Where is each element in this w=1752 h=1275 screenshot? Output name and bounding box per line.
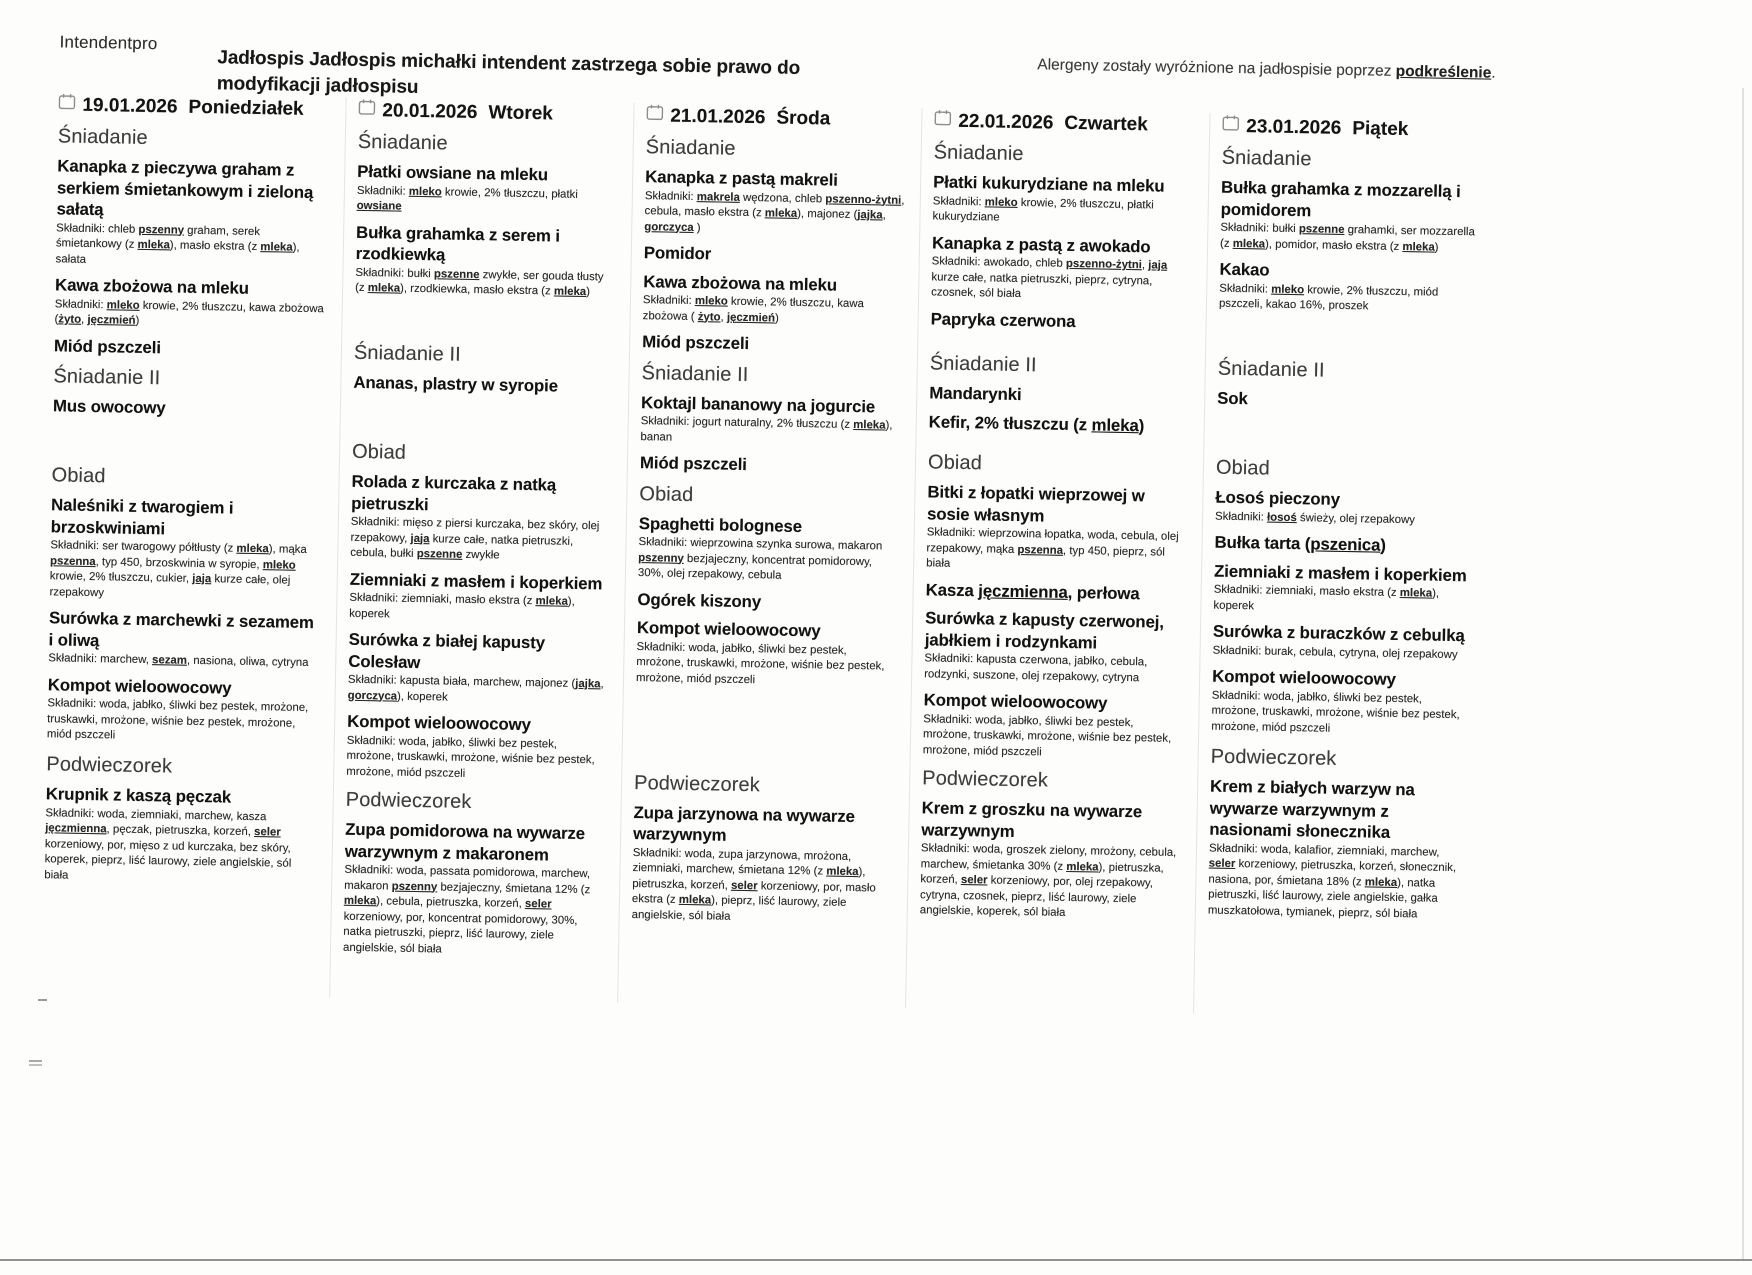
day-weekday: Piątek: [1352, 118, 1409, 141]
meal-title: Obiad: [927, 451, 983, 475]
day-meals: [1208, 147, 1482, 924]
calendar-icon: [646, 104, 663, 126]
dish-title: Bitki z łopatki wieprzowej w sosie własnym: [926, 482, 1145, 525]
dish-title: Kefir, 2% tłuszczu (z mleka): [928, 411, 1145, 435]
dish-title: Krem z groszku na wywarze warzywnym: [921, 798, 1143, 841]
meal-title: Podwieczorek: [633, 771, 761, 796]
dish-list: [346, 471, 612, 785]
meal-section: [353, 342, 615, 437]
meal-title: Śniadanie II: [1217, 357, 1325, 382]
dish-ingredients: Składniki: bułki pszenne zwykłe, ser gouda tłusty (z mleka), rzodkiewka, masło ekstra (z mleka): [355, 266, 604, 299]
dish-ingredients: Składniki: mleko krowie, 2% tłuszczu, płatki owsiane: [356, 184, 578, 213]
scan-artifact: [29, 1060, 42, 1062]
dish-ingredients: Składniki: woda, passata pomidorowa, marchew, makaron pszenny bezjajeczny, śmietana 12% (z mleka), cebula, pietruszka, korzeń, seler korzeniowy, por, koncentrat pomidorowy, 30%, natka pietruszki, pieprz, liść laurowy, ziele angielskie, sól biała: [342, 863, 591, 956]
day-weekday: Czwartek: [1064, 112, 1148, 136]
meal-section: [930, 141, 1194, 348]
dish-list: [54, 155, 330, 361]
dish: [930, 308, 1190, 334]
dish-title: Kompot wieloowocowy: [347, 711, 531, 735]
dish-ingredients: Składniki: kapusta biała, marchew, majonez (jajka, gorczyca), koperek: [347, 673, 604, 704]
calendar-icon: [358, 99, 375, 121]
dish-title: Kompot wieloowocowy: [47, 674, 232, 698]
day-header: [1222, 116, 1482, 143]
day-meals: [920, 141, 1194, 923]
days-grid: [42, 92, 1752, 1023]
dish-ingredients: Składniki: makrela wędzona, chleb pszenno-żytni, cebula, masło ekstra (z mleka), majonez (jajka, gorczyca ): [644, 189, 905, 234]
dish-title: Bułka grahamka z serem i rzodkiewką: [355, 222, 561, 265]
dish-ingredients: Składniki: ziemniaki, masło ekstra (z mleka), koperek: [1213, 583, 1440, 612]
brand-logo: Intendentpro: [59, 32, 158, 54]
dish-list: [1211, 487, 1476, 740]
dish-title: Surówka z białej kapusty Colesław: [348, 629, 546, 672]
dish: [926, 481, 1188, 576]
meal-title: Śniadanie II: [353, 341, 461, 366]
dish-title: Kanapka z pieczywa graham z serkiem śmietankowym i zieloną sałatą: [56, 156, 314, 220]
meal-section: [44, 753, 318, 888]
dish: [1213, 560, 1474, 618]
dish: [638, 513, 899, 587]
meal-title: Obiad: [51, 464, 106, 488]
dish: [644, 242, 904, 268]
dish: [349, 568, 610, 626]
dish-title: Płatki kukurydziane na mleku: [933, 172, 1165, 196]
dish-list: [640, 392, 901, 479]
scan-artifact: [38, 999, 47, 1001]
dish-title: Łosoś pieczony: [1215, 487, 1341, 509]
meal-title: Obiad: [639, 482, 694, 506]
dish-ingredients: Składniki: bułki pszenne grahamki, ser mozzarella (z mleka), pomidor, masło ekstra (z mleka): [1219, 221, 1475, 254]
meal-section: [1216, 358, 1478, 453]
dish-title: Surówka z kapusty czerwonej, jabłkiem i rodzynkami: [924, 608, 1165, 652]
dish-ingredients: Składniki: marchew, sezam, nasiona, oliwa, cytryna: [48, 652, 309, 670]
dish: [640, 452, 900, 478]
dish-title: Zupa pomidorowa na wywarze warzywnym z makaronem: [344, 819, 586, 864]
dish: [926, 579, 1186, 605]
dish-list: [44, 783, 318, 888]
dish-ingredients: Składniki: woda, jabłko, śliwki bez pestek, mrożone, truskawki, mrożone, wiśnie bez pestek, mrożone, miód pszczeli: [922, 712, 1172, 758]
dish-title: Mus owocowy: [52, 396, 166, 418]
meal-section: [634, 483, 899, 768]
dish: [923, 689, 1184, 763]
dish-title: Kakao: [1219, 259, 1270, 280]
dish: [346, 711, 607, 785]
dish: [636, 617, 897, 691]
dish: [642, 331, 902, 357]
day-column: [1193, 113, 1498, 1018]
dish-ingredients: Składniki: mleko krowie, 2% tłuszczu, kawa zbożowa ( żyto, jęczmień): [642, 294, 864, 325]
meal-section: [346, 441, 612, 785]
dish-title: Krem z białych warzyw na wywarze warzywnym z nasionami słonecznika: [1209, 776, 1415, 842]
dish-ingredients: Składniki: woda, jabłko, śliwki bez pestek, mrożone, truskawki, mrożone, wiśnie bez pestek, mrożone, miód pszczeli: [635, 640, 885, 686]
day-column: [42, 92, 346, 997]
dish: [1219, 259, 1480, 317]
meal-section: [923, 451, 1189, 763]
dish-title: Kasza jęczmienna, perłowa: [925, 579, 1140, 603]
dish-title: Kanapka z pastą makreli: [645, 167, 839, 190]
meal-title: Obiad: [351, 440, 407, 464]
dish-list: [343, 819, 605, 961]
meal-section: [640, 362, 902, 479]
dish-ingredients: Składniki: mleko krowie, 2% tłuszczu, miód pszczeli, kakao 16%, proszek: [1218, 282, 1439, 313]
dish: [1215, 487, 1476, 530]
dish: [44, 783, 318, 888]
day-header: [358, 100, 618, 127]
dish: [932, 171, 1193, 229]
dish-list: [929, 382, 1190, 437]
meal-title: Podwieczorek: [345, 788, 472, 814]
dish-ingredients: Składniki: awokado, chleb pszenno-żytni, jaja kurze całe, natka pietruszki, pieprz, cytryna, czosnek, sól biała: [931, 255, 1168, 301]
dish-ingredients: Składniki: woda, jabłko, śliwki bez pestek, mrożone, truskawki, mrożone, wiśnie bez pestek, mrożone, miód pszczeli: [46, 697, 309, 742]
dish-list: [355, 161, 617, 301]
dish-ingredients: Składniki: mięso z piersi kurczaka, bez skóry, olej rzepakowy, jaja kurze całe, natka pietruszki, cebula, bułki pszenne zwykłe: [350, 515, 600, 562]
meal-title: Podwieczorek: [922, 767, 1049, 792]
day-header: [934, 110, 1194, 137]
meal-section: [354, 131, 618, 338]
dish-title: Surówka z buraczków z cebulką: [1212, 621, 1465, 646]
dish-ingredients: Składniki: mleko krowie, 2% tłuszczu, płatki kukurydziane: [932, 194, 1154, 224]
dish-list: [353, 372, 613, 398]
meal-section: [632, 772, 895, 928]
dish-title: Bułka grahamka z mozzarellą i pomidorem: [1220, 177, 1461, 220]
day-weekday: Wtorek: [488, 102, 554, 125]
dish: [1212, 621, 1473, 664]
dish-ingredients: Składniki: kapusta czerwona, jabłko, cebula, rodzynki, suszone, olej rzepakowy, cytryna: [924, 652, 1148, 684]
dish: [1211, 666, 1472, 740]
dish: [53, 395, 325, 421]
day-date: 21.01.2026: [670, 105, 766, 129]
dish: [924, 607, 1185, 687]
dish-title: Płatki owsiane na mleku: [357, 161, 549, 185]
day-header: [646, 105, 906, 132]
dish-list: [923, 481, 1188, 763]
dish-title: Miód pszczeli: [642, 332, 750, 354]
day-weekday: Poniedziałek: [188, 96, 304, 120]
dish: [353, 372, 613, 398]
dish-ingredients: Składniki: woda, zupa jarzynowa, mrożona, ziemniaki, marchew, śmietana 12% (z mleka), pietruszka, korzeń, seler korzeniowy, por, masło ekstra (z mleka), pieprz, liść laurowy, ziele angielskie, sól biała: [631, 846, 876, 923]
dish-title: Ziemniaki z masłem i koperkiem: [349, 569, 603, 593]
day-column: [905, 108, 1210, 1013]
meal-title: Obiad: [1215, 456, 1271, 480]
allergen-note: [1037, 56, 1577, 84]
meal-section: [52, 365, 326, 460]
dish: [350, 471, 612, 566]
dish: [931, 232, 1192, 306]
day-meals: [632, 136, 906, 928]
meal-title: Śniadanie: [57, 125, 148, 149]
dish: [644, 166, 905, 240]
meal-section: [54, 125, 330, 361]
dish-title: Miód pszczeli: [53, 335, 162, 357]
dish-title: Bułka tarta (pszenica): [1214, 532, 1387, 555]
dish-list: [632, 802, 894, 928]
dish: [929, 411, 1189, 437]
dish-ingredients: Składniki: ser twarogowy półtłusty (z mleka), mąka pszenna, typ 450, brzoskwinia w syropie, mleko krowie, 2% tłuszczu, cukier, jaja kurze całe, olej rzepakowy: [49, 539, 307, 599]
meal-section: [928, 352, 1190, 447]
dish-ingredients: Składniki: burak, cebula, cytryna, olej rzepakowy: [1212, 644, 1458, 661]
dish-list: [47, 494, 324, 747]
dish-title: Ananas, plastry w syropie: [353, 372, 559, 396]
dish-title: Kompot wieloowocowy: [636, 618, 821, 641]
meal-section: [343, 789, 606, 961]
day-meals: [343, 131, 618, 961]
dish-ingredients: Składniki: wieprzowina łopatka, woda, cebula, olej rzepakowy, mąka pszenna, typ 450, pieprz, sól biała: [926, 526, 1179, 570]
dish-list: [642, 166, 905, 357]
meal-title: Podwieczorek: [1210, 745, 1337, 770]
dish: [54, 335, 326, 361]
dish-title: Kompot wieloowocowy: [923, 690, 1108, 713]
dish-title: Koktajl bananowy na jogurcie: [640, 392, 876, 416]
allergen-note-suffix: .: [1491, 64, 1496, 82]
dish-ingredients: Składniki: woda, ziemniaki, marchew, kasza jęczmienna, pęczak, pietruszka, korzeń, seler korzeniowy, por, mięso z ud kurczaka, bez skóry, koperek, pieprz, liść laurowy, ziele angielskie, sól biała: [44, 806, 292, 882]
calendar-icon: [58, 93, 75, 115]
dish: [355, 221, 616, 301]
dish-ingredients: Składniki: woda, groszek zielony, mrożony, cebula, marchew, śmietanka 30% (z mleka), pietruszka, korzeń, seler korzeniowy, por, olej rzepakowy, cytryna, czosnek, pieprz, liść laurowy, ziele angielskie, koperek, sól biała: [919, 842, 1177, 919]
dish: [643, 271, 904, 329]
dish-title: Ogórek kiszony: [637, 589, 762, 611]
meal-title: Śniadanie: [645, 136, 736, 160]
calendar-icon: [1222, 115, 1239, 137]
dish-list: [920, 797, 1182, 923]
scan-edge-bottom: [0, 1259, 1752, 1261]
dish: [47, 674, 320, 748]
meal-title: Śniadanie: [933, 141, 1024, 166]
dish-title: Miód pszczeli: [639, 453, 748, 475]
dish: [1214, 532, 1474, 558]
day-header: [58, 94, 330, 121]
dish: [632, 802, 894, 928]
dish-ingredients: Składniki: woda, jabłko, śliwki bez pestek, mrożone, truskawki, mrożone, wiśnie bez pestek, mrożone, miód pszczeli: [1211, 689, 1460, 735]
day-column: [617, 103, 922, 1008]
meal-section: [642, 136, 906, 357]
dish-title: Kanapka z pastą z awokado: [931, 232, 1151, 256]
dish: [356, 161, 617, 219]
meal-title: Śniadanie: [357, 130, 448, 155]
dish-title: Spaghetti bolognese: [638, 513, 803, 536]
meal-title: Śniadanie: [1221, 146, 1312, 171]
dish-title: Sok: [1217, 388, 1248, 409]
dish-title: Rolada z kurczaka z natką pietruszki: [351, 471, 557, 514]
dish: [637, 589, 897, 615]
dish-title: Papryka czerwona: [930, 308, 1076, 331]
day-meals: [44, 125, 330, 888]
dish-list: [1217, 388, 1477, 414]
dish: [640, 392, 901, 450]
meal-title: Podwieczorek: [46, 753, 173, 778]
dish-ingredients: Składniki: woda, jabłko, śliwki bez pestek, mrożone, truskawki, mrożone, wiśnie bez pestek, mrożone, miód pszczeli: [346, 734, 595, 780]
dish: [929, 382, 1189, 408]
dish-list: [636, 513, 899, 691]
dish-ingredients: Składniki: wieprzowina szynka surowa, makaron pszenny bezjajeczny, koncentrat pomidorowy, 30%, olej rzepakowy, cebula: [637, 536, 883, 582]
day-date: 20.01.2026: [382, 100, 478, 124]
dish: [920, 797, 1182, 923]
meal-section: [920, 767, 1183, 923]
meal-section: [1211, 457, 1476, 742]
scan-edge-right: [1742, 88, 1744, 1259]
dish-ingredients: Składniki: jogurt naturalny, 2% tłuszczu (z mleka), banan: [640, 415, 893, 444]
dish: [54, 274, 327, 332]
dish-list: [1208, 776, 1471, 924]
page-title: Jadłospis Jadłospis michałki intendent zastrzega sobie prawo do modyfikacji jadłospisu: [216, 47, 801, 98]
meal-section: [1218, 147, 1482, 354]
dish-title: Naleśniki z twarogiem i brzoskwiniami: [50, 495, 234, 538]
dish-title: Ziemniaki z masłem i koperkiem: [1213, 561, 1467, 585]
dish-ingredients: Składniki: ziemniaki, masło ekstra (z mleka), koperek: [349, 591, 575, 621]
dish-title: Krupnik z kaszą pęczak: [45, 784, 232, 807]
day-date: 22.01.2026: [958, 110, 1054, 134]
dish-title: Surówka z marchewki z sezamem i oliwą: [48, 608, 314, 650]
meal-title: Śniadanie II: [929, 352, 1037, 377]
dish: [49, 494, 323, 605]
dish: [55, 155, 329, 272]
dish: [1220, 177, 1481, 257]
dish-ingredients: Składniki: chleb pszenny graham, serek śmietankowy (z mleka), masło ekstra (z mleka), sałata: [55, 221, 300, 266]
dish-list: [1219, 177, 1481, 317]
day-column: [329, 98, 634, 1003]
calendar-icon: [934, 109, 951, 131]
dish-list: [53, 395, 325, 421]
dish-list: [930, 171, 1193, 334]
dish-ingredients: Składniki: mleko krowie, 2% tłuszczu, kawa zbożowa (żyto, jęczmień): [54, 297, 324, 327]
meal-section: [1208, 746, 1471, 924]
dish-title: Pomidor: [643, 243, 712, 264]
dish-title: Kawa zbożowa na mleku: [54, 275, 250, 298]
dish-ingredients: Składniki: łosoś świeży, olej rzepakowy: [1214, 510, 1416, 526]
allergen-note-emphasis: podkreślenie: [1395, 62, 1492, 82]
dish: [1208, 776, 1471, 924]
dish-title: Kompot wieloowocowy: [1211, 666, 1396, 689]
dish-title: Kawa zbożowa na mleku: [643, 271, 838, 295]
dish: [343, 819, 605, 961]
dish: [48, 607, 321, 671]
dish-title: Mandarynki: [929, 383, 1022, 405]
allergen-note-text: Alergeny zostały wyróżnione na jadłospisie poprzez: [1037, 56, 1396, 80]
dish-title: Zupa jarzynowa na wywarze warzywnym: [633, 802, 856, 845]
meal-title: Śniadanie II: [641, 361, 749, 386]
meal-section: [47, 464, 324, 749]
meal-title: Śniadanie II: [53, 365, 161, 390]
day-weekday: Środa: [776, 107, 831, 130]
dish-ingredients: Składniki: woda, kalafior, ziemniaki, marchew, seler korzeniowy, pietruszka, korzeń, słonecznik, nasiona, por, śmietana 18% (z mleka), natka pietruszki, liść laurowy, ziele angielskie, gałka muszkatołowa, tymianek, pieprz, sól biała: [1207, 842, 1457, 920]
dish: [1217, 388, 1477, 414]
day-date: 23.01.2026: [1246, 116, 1342, 139]
day-date: 19.01.2026: [82, 94, 178, 118]
dish: [348, 629, 609, 709]
